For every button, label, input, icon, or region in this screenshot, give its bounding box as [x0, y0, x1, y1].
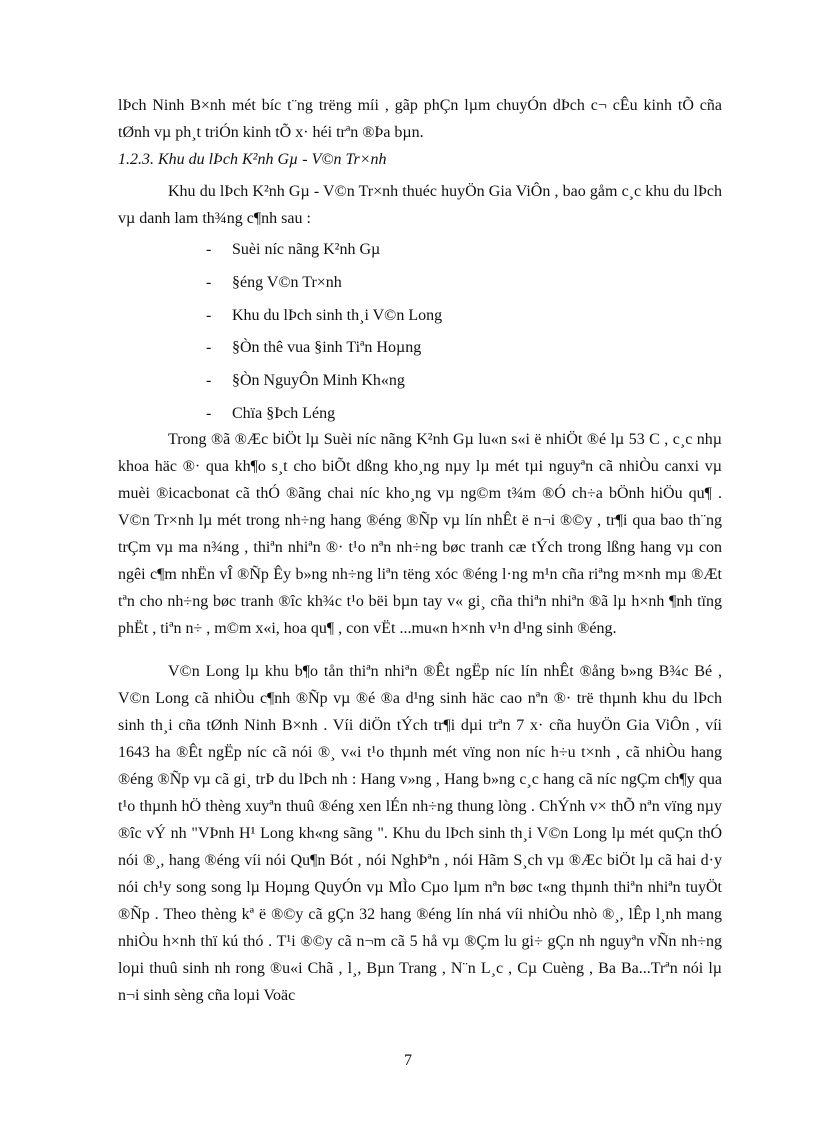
suoi-nuoc-nong-paragraph: Trong ®ã ®Æc biÖt lµ Suèi níc nãng K²nh Gµ lu«n s«i ë nhiÖt ®é lµ 53 C , c¸c nhµ khoa häc ®· qua kh¶o s¸t cho biÕt dßng kho¸ng nµy lµ mét tµi nguyªn cã nhiÒu canxi vµ muèi ®icacbonat cã thÓ ®ãng chai níc kho¸ng vµ ng©m t¾m ®Ó ch÷a bÖnh hiÖu qu¶ . V©n Tr×nh lµ mét trong nh÷ng hang ®éng ®Ñp vµ lín nhÊt ë n¬i ®©y , tr¶i qua bao th¨ng trÇm vµ ma n¾ng , thiªn nhiªn ®· t¹o nªn nh÷ng bøc tranh cæ tÝch trong lßng hang vµ con ngêi c¶m nhËn vÎ ®Ñp Êy b»ng nh÷ng liªn tëng xóc ®éng l·ng m¹n cña riªng m×nh mµ ®Æt tªn cho nh÷ng bøc tranh ®îc kh¾c t¹o bëi bµn tay v« gi¸ cña thiªn nhiªn ®ã lµ h×nh ¶nh tïng phËt , tiªn n÷ , m©m x«i, hoa qu¶ , con vËt ...mu«n h×nh v¹n d¹ng sinh ®éng.	[118, 431, 722, 637]
list-item	[206, 234, 442, 267]
list-item	[206, 365, 442, 398]
list-item-label: §Òn NguyÔn Minh Kh«ng	[232, 372, 405, 390]
list-item-label: §Òn thê vua §inh Tiªn Hoµng	[232, 339, 422, 357]
list-item-label: Khu du lÞch sinh th¸i V©n Long	[232, 306, 443, 324]
list-item-label: Chïa §Þch Léng	[232, 404, 336, 422]
list-item	[206, 332, 442, 365]
section-heading: 1.2.3. Khu du lÞch K²nh Gµ - V©n Tr×nh	[118, 151, 387, 168]
page-number: 7	[404, 1052, 412, 1069]
list-item	[206, 267, 442, 300]
dash-marker: -	[206, 306, 212, 324]
list-item-label: §éng V©n Tr×nh	[232, 273, 342, 291]
dash-marker: -	[206, 241, 212, 258]
list-item-label: Suèi níc nãng K²nh Gµ	[232, 241, 381, 258]
van-long-paragraph: V©n Long lµ khu b¶o tån thiªn nhiªn ®Êt ngËp níc lín nhÊt ®ång b»ng B¾c Bé , V©n Long cã nhiÒu c¶nh ®Ñp vµ ®é ®a d¹ng sinh häc cao nªn ®· trë thµnh khu du lÞch sinh th¸i cña tØnh Ninh B×nh . Víi diÖn tÝch tr¶i dµi trªn 7 x· cña huyÖn Gia ViÔn , víi 1643 ha ®Êt ngËp níc cã nói ®¸ v«i t¹o thµnh mét vïng non níc h÷u t×nh , cã nhiÒu hang ®éng ®Ñp vµ cã gi¸ trÞ du lÞch nh : Hang v»ng , Hang b»ng c¸c hang cã níc ngÇm ch¶y qua t¹o thµnh hÖ thèng xuyªn thuû ®éng xen lÉn nh÷ng thung lòng . ChÝnh v× thÕ nªn vïng nµy ®îc vÝ nh "VÞnh H¹ Long kh«ng sãng ". Khu du lÞch sinh th¸i V©n Long lµ mét quÇn thÓ nói ®¸, hang ®éng víi nói Qu¶n Bót , nói NghÞªn , nói Hãm S¸ch vµ ®Æc biÖt lµ cã hai d·y nói ch¹y song song lµ Hoµng QuyÓn vµ MÌo Cµo lµm nªn bøc t«ng thµnh thiªn nhiªn tuyÖt ®Ñp . Theo thèng kª ë ®©y cã gÇn 32 hang ®éng lín nhá víi nhiÒu nhò ®¸, lÊp l¸nh mang nhiÒu h×nh thï kú thó . T¹i ®©y cã n¬m cã 5 hå vµ ®Çm lu gi÷ gÇn nh nguyªn vÑn nh÷ng loµi thuû sinh nh rong ®u«i Chã , l¸, Bµn Trang , N¨n L¸c , Cµ Cuèng , Ba Ba...Trªn nói lµ n¬i sinh sèng cña loµi Voäc	[118, 663, 722, 1004]
khu-du-lich-paragraph: Khu du lÞch K²nh Gµ - V©n Tr×nh thuéc huyÖn Gia ViÔn , bao gåm c¸c khu du lÞch vµ danh lam th¾ng c¶nh sau :	[118, 183, 722, 227]
dash-marker: -	[206, 339, 212, 357]
dash-marker: -	[206, 372, 212, 390]
attraction-list	[206, 234, 442, 431]
dash-marker: -	[206, 404, 212, 422]
list-item	[206, 300, 442, 333]
intro-paragraph: lÞch Ninh B×nh mét bíc t¨ng trëng míi , gãp phÇn lµm chuyÓn dÞch c¬ cÊu kinh tÕ cña tØnh vµ ph¸t triÓn kinh tÕ x· héi trªn ®Þa bµn.	[118, 97, 722, 141]
dash-marker: -	[206, 273, 212, 291]
